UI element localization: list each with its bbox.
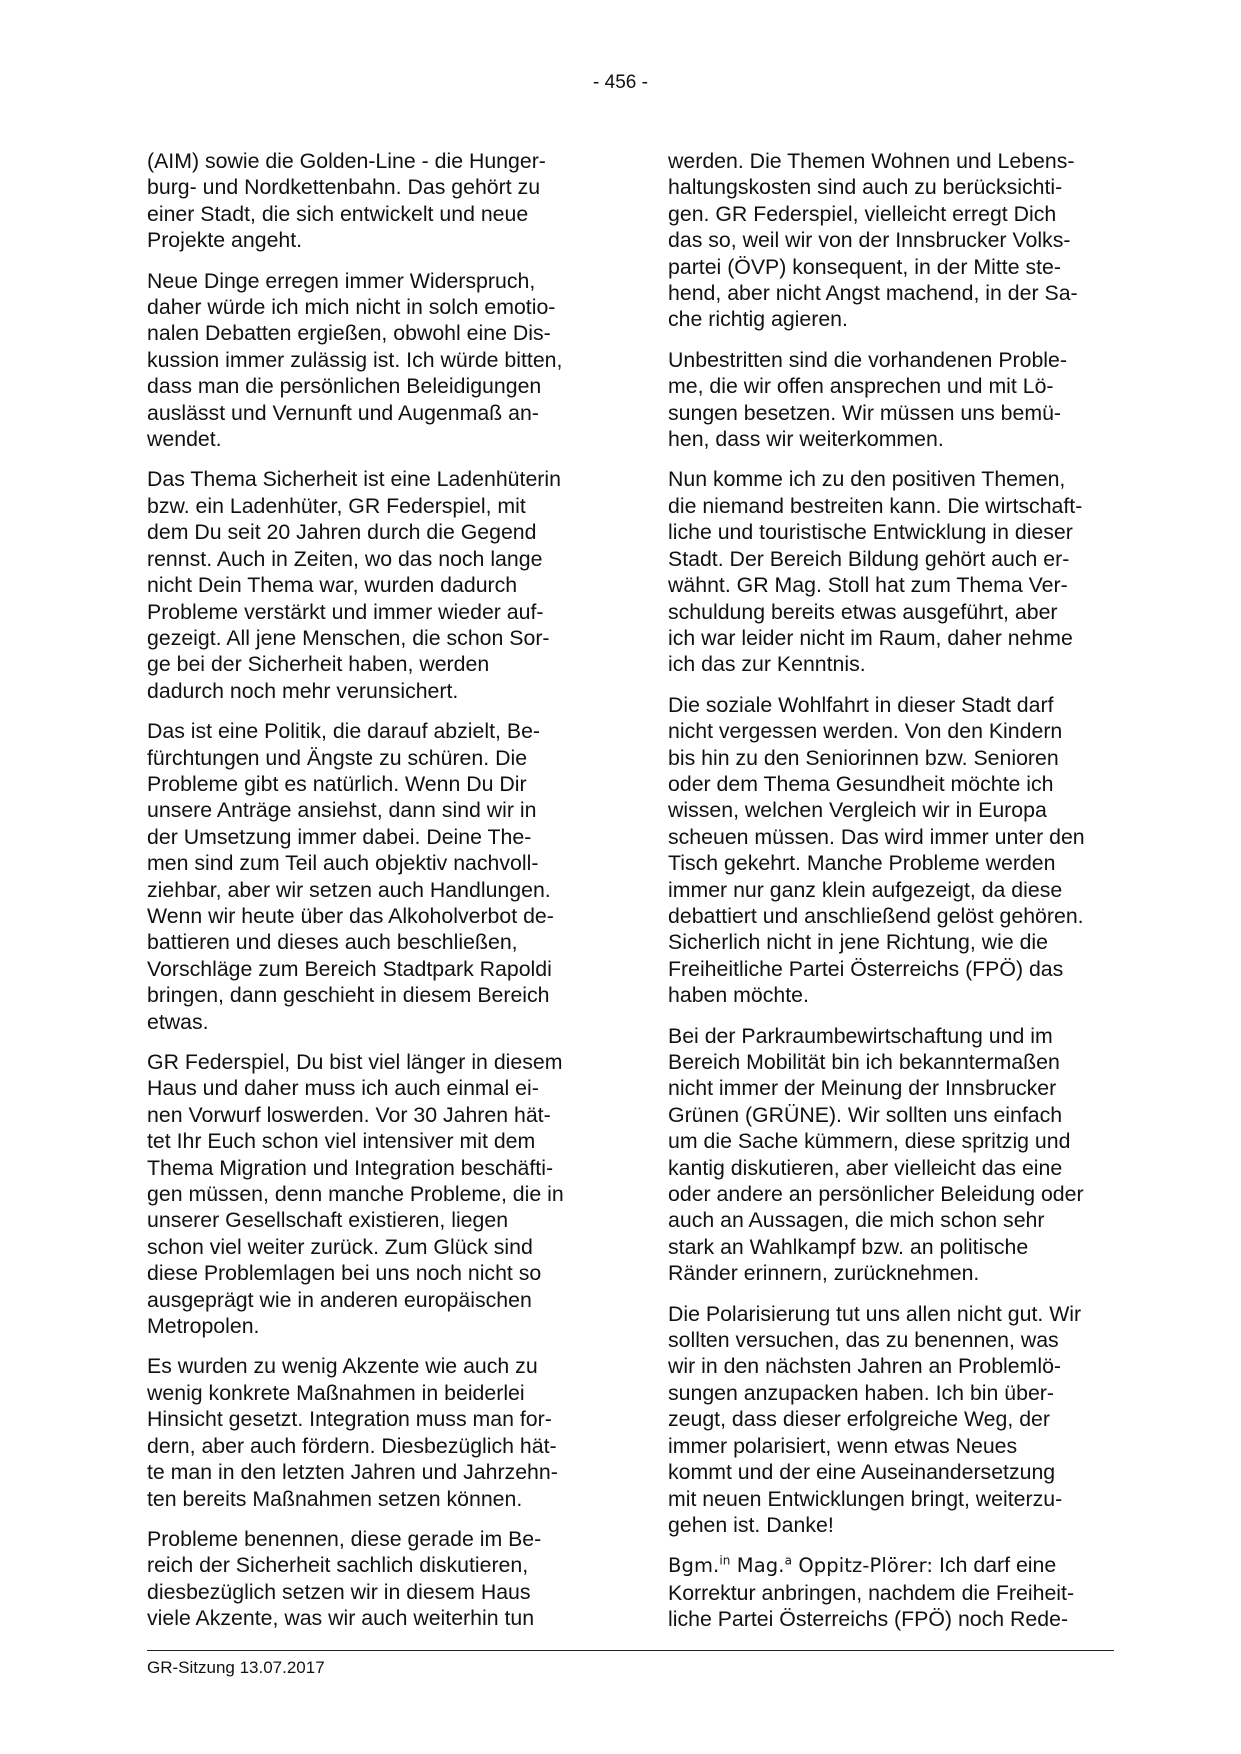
paragraph: Nun komme ich zu den positiven Themen, die niemand bestreiten kann. Die wirtschaft- liche und touristische Entwicklung in dieser Stadt. Der Bereich Bildung gehört auch er- wähnt. GR Mag. Stoll hat zum Thema Ver- schuldung bereits etwas ausgeführt, aber ich war leider nicht im Raum, daher nehme ich das zur Kenntnis. <box>668 467 1083 677</box>
paragraph: Probleme benennen, diese gerade im Be- reich der Sicherheit sachlich diskutieren, diesbezüglich setzen wir in diesem Haus viele Akzente, was wir auch weiterhin tun <box>147 1526 542 1631</box>
paragraph: Neue Dinge erregen immer Widerspruch, daher würde ich mich nicht in solch emotio- nalen Debatten ergießen, obwohl eine Dis- kussion immer zulässig ist. Ich würde bitten, dass man die persönlichen Beleidigungen auslässt und Vernunft und Augenmaß an- wendet. <box>147 268 563 452</box>
paragraph: GR Federspiel, Du bist viel länger in diesem Haus und daher muss ich auch einmal ei- nen Vorwurf loswerden. Vor 30 Jahren hät- tet Ihr Euch schon viel intensiver mit dem Thema Migration und Integration beschäfti- gen müssen, denn manche Probleme, die in unserer Gesellschaft existieren, liegen schon viel weiter zurück. Zum Glück sind diese Problemlagen bei uns noch nicht so ausgeprägt wie in anderen europäischen Metropolen. <box>147 1050 564 1339</box>
speaker-name: Oppitz-Plörer: <box>792 1554 934 1578</box>
paragraph: Es wurden zu wenig Akzente wie auch zu wenig konkrete Maßnahmen in beiderlei Hinsicht gesetzt. Integration muss man for- dern, aber auch fördern. Diesbezüglich hät- te man in den letzten Jahren und Jahrzehn- ten bereits Maßnahmen setzen können. <box>147 1354 558 1511</box>
paragraph: (AIM) sowie die Golden-Line - die Hunger- burg- und Nordkettenbahn. Das gehört zu einer Stadt, die sich entwickelt und neue Projekte angeht. <box>147 149 546 253</box>
paragraph: Unbestritten sind die vorhandenen Proble- me, die wir offen ansprechen und mit Lö- sungen besetzen. Wir müssen uns bemü- hen, dass wir weiterkommen. <box>668 347 1067 452</box>
speaker-title-prefix: Bgm. <box>668 1554 720 1578</box>
paragraph: werden. Die Themen Wohnen und Lebens- haltungskosten sind auch zu berücksichti- gen. GR Federspiel, vielleicht erregt Dich das so, weil wir von der Innsbrucker Volks- partei (ÖVP) konsequent, in der Mitte ste- hend, aber nicht Angst machend, in der Sa- che richtig agieren. <box>668 149 1078 332</box>
speaker-text: Ich darf eine Korrektur anbringen, nachdem die Freiheit- liche Partei Österreichs (FPÖ) noch Rede- <box>668 1553 1075 1632</box>
paragraph: Bei der Parkraumbewirtschaftung und im Bereich Mobilität bin ich bekanntermaßen nicht immer der Meinung der Innsbrucker Grünen (GRÜNE). Wir sollten uns einfach um die Sache kümmern, diese spritzig und kantig diskutieren, aber vielleicht das eine oder andere an persönlicher Beleidung oder auch an Aussagen, die mich schon sehr stark an Wahlkampf bzw. an politische Ränder erinnern, zurücknehmen. <box>668 1023 1084 1286</box>
footer-session-label: GR-Sitzung 13.07.2017 <box>147 1658 325 1677</box>
right-column <box>668 148 1114 1647</box>
paragraph: Das ist eine Politik, die darauf abzielt, Be- fürchtungen und Ängste zu schüren. Die Probleme gibt es natürlich. Wenn Du Dir unsere Anträge ansiehst, dann sind wir in der Umsetzung immer dabei. Deine The- men sind zum Teil auch objektiv nachvoll- ziehbar, aber wir setzen auch Handlungen. Wenn wir heute über das Alkoholverbot de- battieren und dieses auch beschließen, Vorschläge zum Bereich Stadtpark Rapoldi bringen, dann geschieht in diesem Bereich etwas. <box>147 719 554 1034</box>
speaker-label <box>668 1554 933 1577</box>
footer-divider <box>147 1650 1114 1651</box>
paragraph: Das Thema Sicherheit ist eine Ladenhüterin bzw. ein Ladenhüter, GR Federspiel, mit dem Du seit 20 Jahren durch die Gegend rennst. Auch in Zeiten, wo das noch lange nicht Dein Thema war, wurden dadurch Probleme verstärkt und immer wieder auf- gezeigt. All jene Menschen, die schon Sor- ge bei der Sicherheit haben, werden dadurch noch mehr verunsichert. <box>147 467 561 703</box>
paragraph: Die soziale Wohlfahrt in dieser Stadt darf nicht vergessen werden. Von den Kindern bis hin zu den Seniorinnen bzw. Senioren oder dem Thema Gesundheit möchte ich wissen, welchen Vergleich wir in Europa scheuen müssen. Das wird immer unter den Tisch gekehrt. Manche Probleme werden immer nur ganz klein aufgezeigt, da diese debattiert und anschließend gelöst gehören. Sicherlich nicht in jene Richtung, wie die Freiheitliche Partei Österreichs (FPÖ) das haben möchte. <box>668 692 1085 1008</box>
paragraph: Die Polarisierung tut uns allen nicht gut. Wir sollten versuchen, das zu benennen, was wir in den nächsten Jahren an Problemlö- sungen anzupacken haben. Ich bin über- zeugt, dass dieser erfolgreiche Weg, der immer polarisiert, wenn etwas Neues kommt und der eine Auseinandersetzung mit neuen Entwicklungen bringt, weiterzu- gehen ist. Danke! <box>668 1301 1082 1537</box>
speaker-title-prefix-sup: in <box>719 1553 731 1568</box>
speaker-statement <box>668 1552 1114 1632</box>
page-number: - 456 - <box>593 72 648 93</box>
speaker-title-middle: Mag. <box>730 1554 785 1578</box>
left-column <box>147 148 593 1646</box>
speaker-title-middle-sup: a <box>784 1553 793 1568</box>
